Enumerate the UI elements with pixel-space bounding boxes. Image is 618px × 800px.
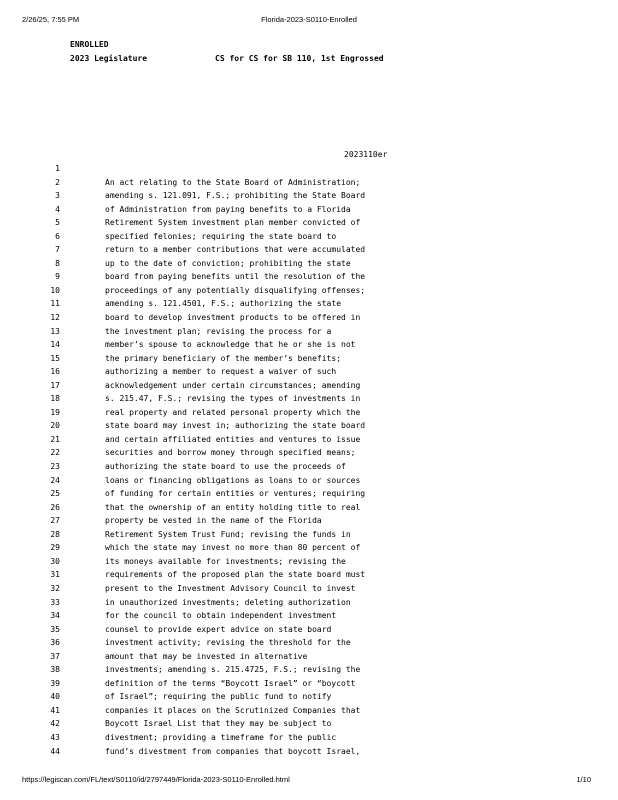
line-number: 12 [50, 313, 60, 323]
bill-line [0, 352, 618, 366]
line-text: the investment plan; revising the process for a [105, 326, 332, 336]
bill-line [0, 582, 618, 596]
bill-line [0, 690, 618, 704]
bill-line [0, 297, 618, 311]
line-number: 29 [50, 543, 60, 553]
line-number: 2 [55, 177, 60, 187]
line-number: 7 [55, 245, 60, 255]
bill-line [0, 487, 618, 501]
line-text: Boycott Israel List that they may be subject to [105, 719, 332, 729]
line-number: 27 [50, 516, 60, 526]
line-number: 41 [50, 705, 60, 715]
line-text: fund’s divestment from companies that boycott Israel, [105, 746, 361, 756]
bill-line [0, 189, 618, 203]
line-text: specified felonies; requiring the state board to [105, 231, 337, 241]
bill-line [0, 311, 618, 325]
line-number: 8 [55, 258, 60, 268]
line-text: An act relating to the State Board of Administration; [105, 177, 361, 187]
line-text: board to develop investment products to be offered in [105, 313, 361, 323]
line-number: 6 [55, 231, 60, 241]
bill-line [0, 731, 618, 745]
bill-line [0, 338, 618, 352]
line-number: 26 [50, 502, 60, 512]
bill-line [0, 392, 618, 406]
line-number: 23 [50, 462, 60, 472]
bill-line [0, 419, 618, 433]
line-number: 35 [50, 624, 60, 634]
line-text: amending s. 121.4501, F.S.; authorizing the state [105, 299, 342, 309]
line-number: 30 [50, 556, 60, 566]
line-text: securities and borrow money through specified means; [105, 448, 356, 458]
line-text: present to the Investment Advisory Council to invest [105, 583, 356, 593]
bill-line [0, 474, 618, 488]
line-text: real property and related personal property which the [105, 407, 361, 417]
line-text: property be vested in the name of the Florida [105, 516, 322, 526]
line-text: investments; amending s. 215.4725, F.S.; revising the [105, 665, 361, 675]
line-number: 28 [50, 529, 60, 539]
line-text: member’s spouse to acknowledge that he or she is not [105, 340, 356, 350]
line-text: of Administration from paying benefits to a Florida [105, 204, 351, 214]
line-text: Retirement System Trust Fund; revising the funds in [105, 529, 351, 539]
bill-line [0, 555, 618, 569]
bill-designation: CS for CS for SB 110, 1st Engrossed [215, 54, 384, 63]
line-number: 38 [50, 665, 60, 675]
print-page-title: Florida-2023-S0110-Enrolled [261, 15, 357, 24]
line-text: board from paying benefits until the resolution of the [105, 272, 366, 282]
line-number: 13 [50, 326, 60, 336]
bill-line [0, 717, 618, 731]
bill-line [0, 623, 618, 637]
line-text: which the state may invest no more than 80 percent of [105, 543, 361, 553]
line-text: state board may invest in; authorizing the state board [105, 421, 366, 431]
line-text: for the council to obtain independent investment [105, 611, 337, 621]
line-text: return to a member contributions that were accumulated [105, 245, 366, 255]
line-text: of Israel”; requiring the public fund to notify [105, 692, 332, 702]
line-number: 11 [50, 299, 60, 309]
line-number: 22 [50, 448, 60, 458]
line-number: 36 [50, 638, 60, 648]
bill-line [0, 528, 618, 542]
bill-line [0, 243, 618, 257]
line-number: 17 [50, 380, 60, 390]
line-text: requirements of the proposed plan the state board must [105, 570, 366, 580]
line-number: 24 [50, 475, 60, 485]
bill-line [0, 704, 618, 718]
bill-line [0, 365, 618, 379]
bill-line [0, 514, 618, 528]
line-text: acknowledgement under certain circumstances; amending [105, 380, 361, 390]
bill-line [0, 176, 618, 190]
line-number: 14 [50, 340, 60, 350]
line-text: and certain affiliated entities and ventures to issue [105, 434, 361, 444]
bill-line [0, 216, 618, 230]
bill-line [0, 609, 618, 623]
print-footer [0, 775, 618, 787]
bill-line [0, 203, 618, 217]
line-text: the primary beneficiary of the member’s benefits; [105, 353, 342, 363]
line-text: amount that may be invested in alternative [105, 651, 308, 661]
line-number: 21 [50, 434, 60, 444]
enrolled-label: ENROLLED [70, 40, 109, 49]
line-text: of funding for certain entities or ventures; requiring [105, 489, 366, 499]
bill-line [0, 501, 618, 515]
line-number: 15 [50, 353, 60, 363]
bill-line [0, 230, 618, 244]
bill-line [0, 677, 618, 691]
line-number: 40 [50, 692, 60, 702]
line-number: 32 [50, 583, 60, 593]
line-number: 33 [50, 597, 60, 607]
bill-line [0, 379, 618, 393]
bill-line [0, 446, 618, 460]
line-text: definition of the terms “Boycott Israel” or “boycott [105, 678, 356, 688]
print-page-number: 1/10 [576, 775, 591, 784]
bill-line [0, 270, 618, 284]
bill-line [0, 650, 618, 664]
bill-line [0, 257, 618, 271]
line-text: divestment; providing a timeframe for the public [105, 732, 337, 742]
line-number: 34 [50, 611, 60, 621]
print-datetime: 2/26/25, 7:55 PM [22, 15, 80, 24]
line-number: 20 [50, 421, 60, 431]
bill-line [0, 636, 618, 650]
line-number: 42 [50, 719, 60, 729]
line-text: its moneys available for investments; revising the [105, 556, 346, 566]
line-text: s. 215.47, F.S.; revising the types of investments in [105, 394, 361, 404]
line-number: 39 [50, 678, 60, 688]
bill-line [0, 596, 618, 610]
line-number: 1 [55, 164, 60, 173]
bill-text [0, 162, 618, 758]
line-text: in unauthorized investments; deleting authorization [105, 597, 351, 607]
line-number: 9 [55, 272, 60, 282]
bill-line [0, 541, 618, 555]
line-text: up to the date of conviction; prohibiting the state [105, 258, 351, 268]
print-url[interactable]: https://legiscan.com/FL/text/S0110/id/2797449/Florida-2023-S0110-Enrolled.html [22, 775, 290, 784]
legislature-session: 2023 Legislature [70, 54, 148, 63]
line-number: 4 [55, 204, 60, 214]
line-text: loans or financing obligations as loans to or sources [105, 475, 361, 485]
line-number: 16 [50, 367, 60, 377]
line-text: companies it places on the Scrutinized Companies that [105, 705, 361, 715]
line-text: Retirement System investment plan member convicted of [105, 218, 361, 228]
print-header [0, 15, 618, 27]
line-text: investment activity; revising the threshold for the [105, 638, 351, 648]
line-text: authorizing the state board to use the proceeds of [105, 462, 346, 472]
bill-code: 2023110er [344, 150, 388, 159]
bill-line [0, 284, 618, 298]
line-number: 31 [50, 570, 60, 580]
bill-line [0, 433, 618, 447]
line-number: 44 [50, 746, 60, 756]
line-text: authorizing a member to request a waiver of such [105, 367, 337, 377]
bill-line [0, 663, 618, 677]
bill-line [0, 325, 618, 339]
line-number: 37 [50, 651, 60, 661]
line-number: 5 [55, 218, 60, 228]
bill-line [0, 162, 618, 176]
line-text: that the ownership of an entity holding title to real [105, 502, 361, 512]
line-number: 18 [50, 394, 60, 404]
line-text: proceedings of any potentially disqualifying offenses; [105, 285, 366, 295]
line-number: 25 [50, 489, 60, 499]
bill-line [0, 568, 618, 582]
line-number: 43 [50, 732, 60, 742]
line-text: counsel to provide expert advice on state board [105, 624, 332, 634]
bill-line [0, 406, 618, 420]
bill-line [0, 460, 618, 474]
line-text: amending s. 121.091, F.S.; prohibiting the State Board [105, 191, 366, 201]
line-number: 10 [50, 285, 60, 295]
line-number: 19 [50, 407, 60, 417]
line-number: 3 [55, 191, 60, 201]
bill-line [0, 745, 618, 759]
